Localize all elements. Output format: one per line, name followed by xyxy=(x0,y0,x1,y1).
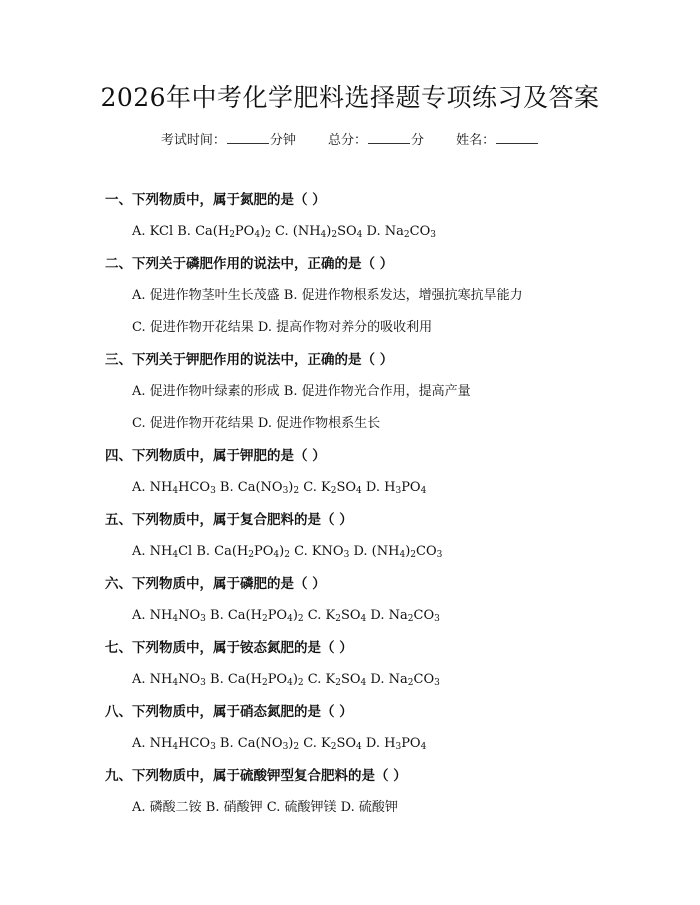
question-number: 一、 xyxy=(105,192,132,208)
question-item xyxy=(105,348,665,436)
question-text: 下列物质中，属于钾肥的是（ ） xyxy=(132,448,326,464)
question-options: A. $NH_4Cl$ B. $Ca(H_2PO_4)_2$ C. $KNO_3$ D. $(NH_4)_2CO_3$ xyxy=(132,544,443,560)
question-number: 六、 xyxy=(105,576,132,592)
question-number: 八、 xyxy=(105,704,132,720)
question-item xyxy=(105,508,665,564)
question-item xyxy=(105,252,665,340)
question-item xyxy=(105,188,665,244)
exam-info-line xyxy=(0,131,700,151)
question-number: 五、 xyxy=(105,512,132,528)
question-options: A. $NH_4HCO_3$ B. $Ca(NO_3)_2$ C. $K_2SO_4$ D. $H_3PO_4$ xyxy=(132,480,427,496)
exam-time-label: 考试时间： xyxy=(160,133,226,148)
question-number: 四、 xyxy=(105,448,132,464)
question-stem xyxy=(105,188,665,212)
question-text: 下列物质中，属于磷肥的是（ ） xyxy=(132,576,326,592)
question-options: A. $NH_4NO_3$ B. $Ca(H_2PO_4)_2$ C. $K_2SO_4$ D. $Na_2CO_3$ xyxy=(132,608,440,624)
question-stem xyxy=(105,348,665,372)
question-text: 下列物质中，属于硝态氮肥的是（ ） xyxy=(132,704,353,720)
question-stem xyxy=(105,700,665,724)
question-options: A. 促进作物茎叶生长茂盛 B. 促进作物根系发达，增强抗寒抗旱能力 xyxy=(132,288,523,303)
question-number: 七、 xyxy=(105,640,132,656)
question-stem xyxy=(105,572,665,596)
question-text: 下列关于钾肥作用的说法中，正确的是（ ） xyxy=(132,352,394,368)
question-text: 下列物质中，属于复合肥料的是（ ） xyxy=(132,512,353,528)
total-score-blank[interactable] xyxy=(368,131,410,144)
question-item xyxy=(105,444,665,500)
question-stem xyxy=(105,444,665,468)
question-text: 下列物质中，属于铵态氮肥的是（ ） xyxy=(132,640,353,656)
question-text: 下列物质中，属于硫酸钾型复合肥料的是（ ） xyxy=(132,768,407,784)
question-list xyxy=(105,188,665,828)
question-item xyxy=(105,636,665,692)
question-options: A. 磷酸二铵 B. 硝酸钾 C. 硫酸钾镁 D. 硫酸钾 xyxy=(132,800,398,815)
question-item xyxy=(105,572,665,628)
question-stem xyxy=(105,252,665,276)
total-score-unit: 分 xyxy=(411,133,425,148)
question-text: 下列关于磷肥作用的说法中，正确的是（ ） xyxy=(132,256,394,272)
question-text: 下列物质中，属于氮肥的是（ ） xyxy=(132,192,326,208)
question-number: 三、 xyxy=(105,352,132,368)
question-stem xyxy=(105,508,665,532)
question-item xyxy=(105,764,665,820)
question-options: A. $NH_4HCO_3$ B. $Ca(NO_3)_2$ C. $K_2SO_4$ D. $H_3PO_4$ xyxy=(132,736,427,752)
total-score-field xyxy=(328,131,424,151)
total-score-label: 总分： xyxy=(327,133,367,148)
exam-time-field xyxy=(161,131,296,151)
question-options: A. $NH_4NO_3$ B. $Ca(H_2PO_4)_2$ C. $K_2SO_4$ D. $Na_2CO_3$ xyxy=(132,672,440,688)
student-name-blank[interactable] xyxy=(496,131,538,144)
question-options: A. KCl B. $Ca(H_2PO_4)_2$ C. $(NH_4)_2SO_4$ D. $Na_2CO_3$ xyxy=(132,224,436,240)
question-item xyxy=(105,700,665,756)
question-options: C. 促进作物开花结果 D. 促进作物根系生长 xyxy=(132,416,381,431)
student-name-label: 姓名： xyxy=(456,133,496,148)
question-options: A. 促进作物叶绿素的形成 B. 促进作物光合作用，提高产量 xyxy=(132,384,471,399)
question-number: 二、 xyxy=(105,256,132,272)
question-stem xyxy=(105,764,665,788)
question-stem xyxy=(105,636,665,660)
page-title: 2026年中考化学肥料选择题专项练习及答案 xyxy=(100,83,600,112)
question-options: C. 促进作物开花结果 D. 提高作物对养分的吸收利用 xyxy=(132,320,433,335)
exam-time-blank[interactable] xyxy=(227,131,269,144)
student-name-field xyxy=(456,131,539,151)
question-number: 九、 xyxy=(105,768,132,784)
exam-time-unit: 分钟 xyxy=(269,133,296,148)
